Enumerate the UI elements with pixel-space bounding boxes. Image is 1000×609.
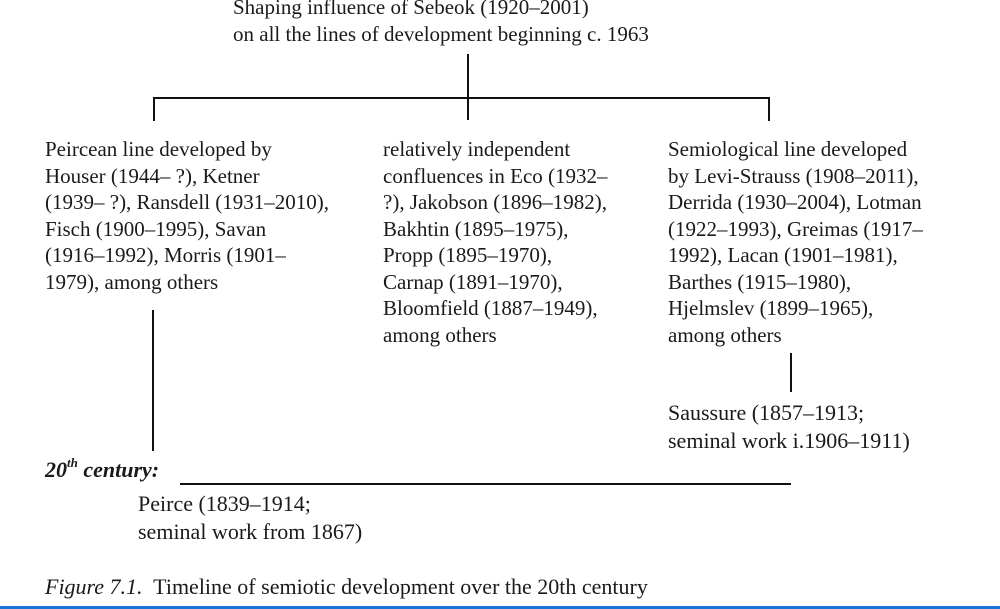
independent-confluences-column bbox=[383, 136, 608, 348]
heading-stem bbox=[467, 54, 469, 120]
column-line: confluences in Eco (1932– bbox=[383, 163, 608, 188]
saussure-node bbox=[668, 399, 910, 455]
peirce-line-1: Peirce (1839–1914; bbox=[138, 491, 311, 516]
figure-label: Figure 7.1. bbox=[45, 574, 143, 599]
heading-line-2: on all the lines of development beginning c. 1963 bbox=[233, 21, 649, 46]
figure-caption bbox=[45, 574, 648, 601]
column-line: (1916–1992), Morris (1901– bbox=[45, 243, 286, 267]
column-line: ?), Jakobson (1896–1982), bbox=[383, 190, 607, 214]
column-line: by Levi-Strauss (1908–2011), bbox=[668, 163, 919, 188]
column-line: Bakhtin (1895–1975), bbox=[383, 216, 569, 241]
diagram-heading bbox=[233, 0, 649, 47]
column-line: Propp (1895–1970), bbox=[383, 243, 553, 267]
column-line: Houser (1944– ?), Ketner bbox=[45, 163, 260, 188]
column-line: 1992), Lacan (1901–1981), bbox=[668, 243, 898, 267]
century-number: 20 bbox=[45, 457, 67, 482]
peirce-line-2: seminal work from 1867) bbox=[138, 519, 363, 544]
column-line: Fisch (1900–1995), Savan bbox=[45, 216, 267, 241]
column-line: Derrida (1930–2004), Lotman bbox=[668, 190, 922, 214]
column-line: Semiological line developed bbox=[668, 137, 908, 161]
branch-left-drop bbox=[153, 97, 155, 121]
branch-right-drop bbox=[768, 97, 770, 121]
left-column-stem bbox=[152, 310, 154, 451]
century-word: century: bbox=[77, 457, 160, 482]
column-line: Barthes (1915–1980), bbox=[668, 269, 852, 294]
semiological-line-column bbox=[668, 136, 923, 348]
column-line: relatively independent bbox=[383, 137, 571, 161]
century-timeline bbox=[180, 483, 791, 485]
column-line: among others bbox=[383, 322, 497, 347]
column-line: Carnap (1891–1970), bbox=[383, 269, 563, 294]
column-line: (1922–1993), Greimas (1917– bbox=[668, 216, 923, 241]
column-line: Bloomfield (1887–1949), bbox=[383, 296, 598, 320]
column-line: Hjelmslev (1899–1965), bbox=[668, 296, 874, 320]
century-suffix: th bbox=[67, 454, 78, 470]
column-line: among others bbox=[668, 322, 782, 347]
branch-bar bbox=[153, 97, 770, 99]
century-label bbox=[45, 454, 160, 484]
saussure-line-1: Saussure (1857–1913; bbox=[668, 400, 865, 425]
peircean-line-column bbox=[45, 136, 329, 295]
saussure-connector bbox=[790, 353, 792, 392]
column-line: Peircean line developed by bbox=[45, 137, 272, 161]
peirce-node bbox=[138, 490, 362, 546]
caption-text: Timeline of semiotic development over the 20th century bbox=[142, 574, 648, 599]
heading-line-1: Shaping influence of Sebeok (1920–2001) bbox=[233, 0, 589, 19]
saussure-line-2: seminal work i.1906–1911) bbox=[668, 428, 910, 453]
column-line: 1979), among others bbox=[45, 269, 219, 294]
column-line: (1939– ?), Ransdell (1931–2010), bbox=[45, 190, 330, 214]
